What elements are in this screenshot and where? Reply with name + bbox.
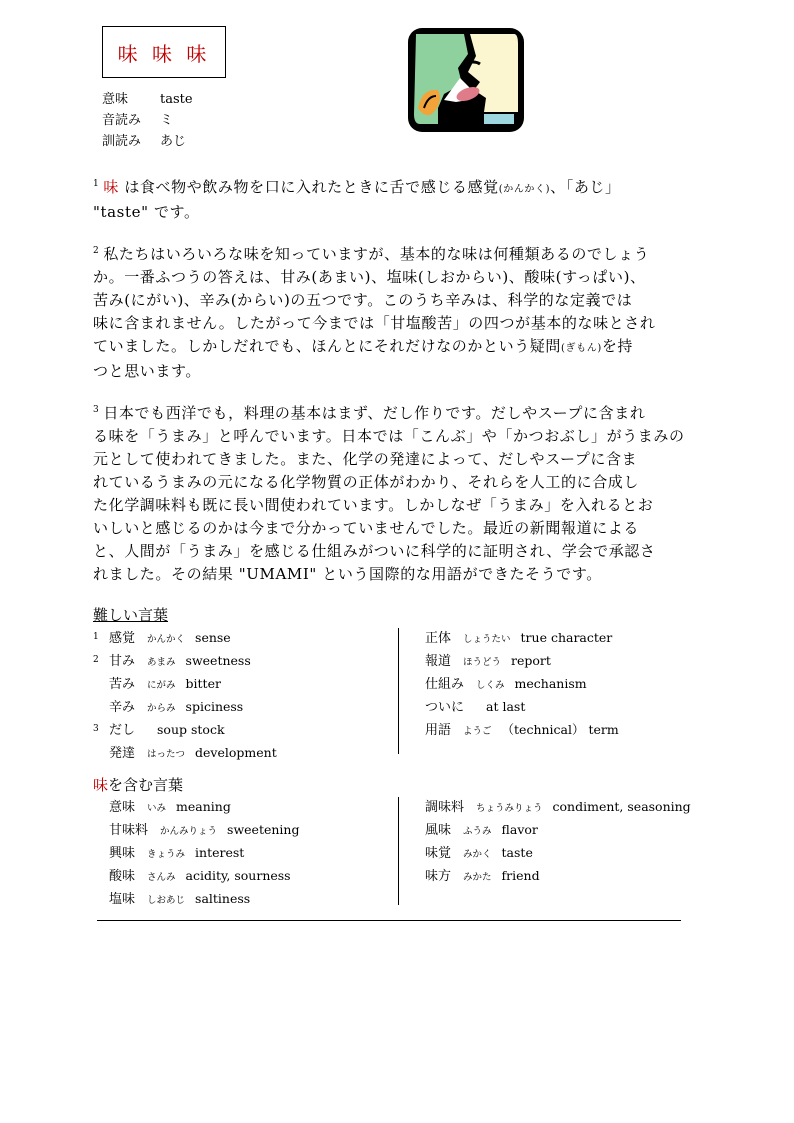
vocab-word: 味方 (425, 869, 452, 884)
vocab-row (93, 650, 277, 673)
text: た化学調味料も既に長い間使われています。しかしなぜ「うまみ」を入れるとお (93, 496, 654, 514)
footnote-num: 3 (93, 724, 99, 734)
text: を持 (601, 337, 634, 355)
paragraph-3 (93, 399, 705, 586)
vocab-row (93, 627, 277, 650)
vocab-meaning: flavor (501, 822, 538, 837)
text: 日本でも西洋でも，料理の基本はまず、だし作りです。だしやスープに含まれ (103, 404, 646, 422)
vocab-meaning: sweetening (227, 822, 300, 837)
vocab-word: 発達 (109, 746, 136, 761)
kanji-title-box (102, 26, 226, 78)
vocab-row (93, 673, 277, 696)
vocab-word: 甘み (109, 654, 136, 669)
vocab-meaning: taste (501, 845, 533, 860)
vocab-reading: かんみりょう (160, 826, 218, 837)
text: は食べ物や飲み物を口に入れたときに舌で感じる感覚 (124, 178, 499, 196)
vocab-word: 酸味 (109, 869, 136, 884)
difficult-words-left (93, 627, 277, 765)
vocab-reading: みかく (463, 849, 492, 860)
vocab-word: 苦み (109, 677, 136, 692)
vocab-word: 調味料 (425, 800, 465, 815)
vocab-reading: ふうみ (463, 826, 492, 837)
vocab-meaning: interest (195, 845, 245, 860)
reading-note: (かんかく) (498, 184, 551, 195)
text: と、人間が「うまみ」を感じる仕組みがついに科学的に証明され、学会で承認さ (93, 542, 656, 560)
text: 味に含まれません。したがって今までは「甘塩酸苦」の四つが基本的な味とされ (93, 314, 656, 332)
text: 、「あじ」 (550, 178, 621, 196)
vocab-row (425, 696, 619, 719)
column-divider (398, 628, 399, 754)
vocab-reading: しょうたい (463, 634, 511, 645)
vocab-meaning: bitter (185, 676, 221, 691)
vocab-word: ついに (425, 700, 465, 715)
tasting-face-illustration (404, 24, 528, 136)
vocab-word: 報道 (425, 654, 452, 669)
vocab-reading: かんかく (147, 634, 186, 645)
paragraph-1 (93, 173, 705, 224)
vocab-meaning: at last (486, 699, 526, 714)
vocab-word: 感覚 (109, 631, 136, 646)
vocab-word: 正体 (425, 631, 452, 646)
vocab-row (425, 842, 691, 865)
vocab-reading: きょうみ (147, 849, 186, 860)
words-with-kanji-title (93, 774, 183, 795)
footnote-num: 3 (93, 405, 100, 415)
vocab-reading: しおあじ (147, 895, 186, 906)
vocab-meaning: （technical） term (501, 722, 619, 737)
kanji-title: 味 味 味 (117, 41, 211, 66)
vocab-row (93, 888, 299, 911)
column-divider (398, 797, 399, 905)
paragraph-2 (93, 240, 705, 383)
vocab-word: 仕組み (425, 677, 465, 692)
footnote-num: 2 (93, 655, 99, 665)
vocab-reading: さんみ (147, 872, 176, 883)
title-text: を含む言葉 (108, 776, 184, 794)
vocab-row (425, 865, 691, 888)
vocab-meaning: development (195, 745, 277, 760)
vocab-meaning: friend (501, 868, 540, 883)
vocab-meaning: sense (195, 630, 231, 645)
vocab-word: 甘味料 (109, 823, 149, 838)
kanji-highlight: 味 (93, 776, 109, 794)
bottom-rule (97, 920, 681, 921)
vocab-reading: みかた (463, 872, 492, 883)
vocab-row (425, 819, 691, 842)
vocab-meaning: saltiness (195, 891, 251, 906)
footnote-num: 1 (93, 179, 100, 189)
vocab-row (425, 796, 691, 819)
vocab-row (93, 696, 277, 719)
vocab-reading: からみ (147, 703, 176, 714)
vocab-reading: しくみ (476, 680, 505, 691)
text: 元として使われてきました。また、化学の発達によって、だしやスープに含ま (93, 450, 638, 468)
vocab-word: 味覚 (425, 846, 452, 861)
vocab-reading: はったつ (147, 749, 186, 760)
meta-row-meaning: 意味 taste (102, 92, 193, 107)
difficult-words-right (425, 627, 619, 742)
text: れました。その結果 "UMAMI" という国際的な用語ができたそうです。 (93, 565, 602, 583)
kanji-meta (102, 89, 193, 152)
text: ていました。しかしだれでも、ほんとにそれだけなのかという疑問 (93, 337, 562, 355)
vocab-row (93, 842, 299, 865)
text: れているうまみの元になる化学物質の正体がわかり、それらを人工的に合成し (93, 473, 640, 491)
vocab-meaning: condiment, seasoning (552, 799, 691, 814)
text: 苦み(にがい)、辛み(からい)の五つです。このうち辛みは、科学的な定義では (93, 291, 633, 309)
vocab-row (425, 627, 619, 650)
kanji-highlight: 味 (103, 178, 119, 196)
text: か。一番ふつうの答えは、甘み(あまい)、塩味(しおからい)、酸味(すっぱい)、 (93, 268, 646, 286)
vocab-row (93, 719, 277, 742)
vocab-word: 興味 (109, 846, 136, 861)
vocab-word: 風味 (425, 823, 452, 838)
vocab-reading: いみ (147, 803, 167, 814)
vocab-word: だし (109, 723, 136, 738)
vocab-reading: ちょうみりょう (476, 803, 543, 814)
vocab-meaning: soup stock (157, 722, 225, 737)
footnote-num: 2 (93, 246, 100, 256)
vocab-meaning: acidity, sourness (185, 868, 291, 883)
vocab-row (425, 673, 619, 696)
vocab-row (93, 742, 277, 765)
vocab-row (425, 719, 619, 742)
vocab-row (93, 819, 299, 842)
difficult-words-title: 難しい言葉 (93, 606, 169, 624)
footnote-num: 1 (93, 632, 99, 642)
vocab-reading: にがみ (147, 680, 176, 691)
reading-note: (ぎもん) (561, 343, 602, 354)
text: つと思います。 (93, 362, 202, 380)
vocab-row (93, 865, 299, 888)
vocab-word: 塩味 (109, 892, 136, 907)
vocab-meaning: report (511, 653, 551, 668)
text: "taste" です。 (93, 203, 200, 221)
vocab-reading: ようご (463, 726, 492, 737)
text: 私たちはいろいろな味を知っていますが、基本的な味は何種類あるのでしょう (103, 245, 650, 263)
vocab-row (93, 796, 299, 819)
text: いしいと感じるのかは今まで分かっていませんでした。最近の新聞報道による (93, 519, 640, 537)
vocab-row (425, 650, 619, 673)
vocab-meaning: sweetness (185, 653, 251, 668)
meta-row-on-reading: 音読み ミ (102, 113, 174, 128)
vocab-word: 意味 (109, 800, 136, 815)
text: る味を「うまみ」と呼んでいます。日本では「こんぶ」や「かつおぶし」がうまみの (93, 427, 685, 445)
words-with-kanji-right (425, 796, 691, 888)
words-with-kanji-left (93, 796, 299, 911)
vocab-meaning: spiciness (185, 699, 244, 714)
vocab-meaning: true character (520, 630, 613, 645)
vocab-reading: ほうどう (463, 657, 502, 668)
vocab-meaning: meaning (176, 799, 231, 814)
vocab-word: 用語 (425, 723, 452, 738)
vocab-word: 辛み (109, 700, 136, 715)
vocab-reading: あまみ (147, 657, 176, 668)
meta-row-kun-reading: 訓読み あじ (102, 134, 187, 149)
vocab-meaning: mechanism (514, 676, 587, 691)
